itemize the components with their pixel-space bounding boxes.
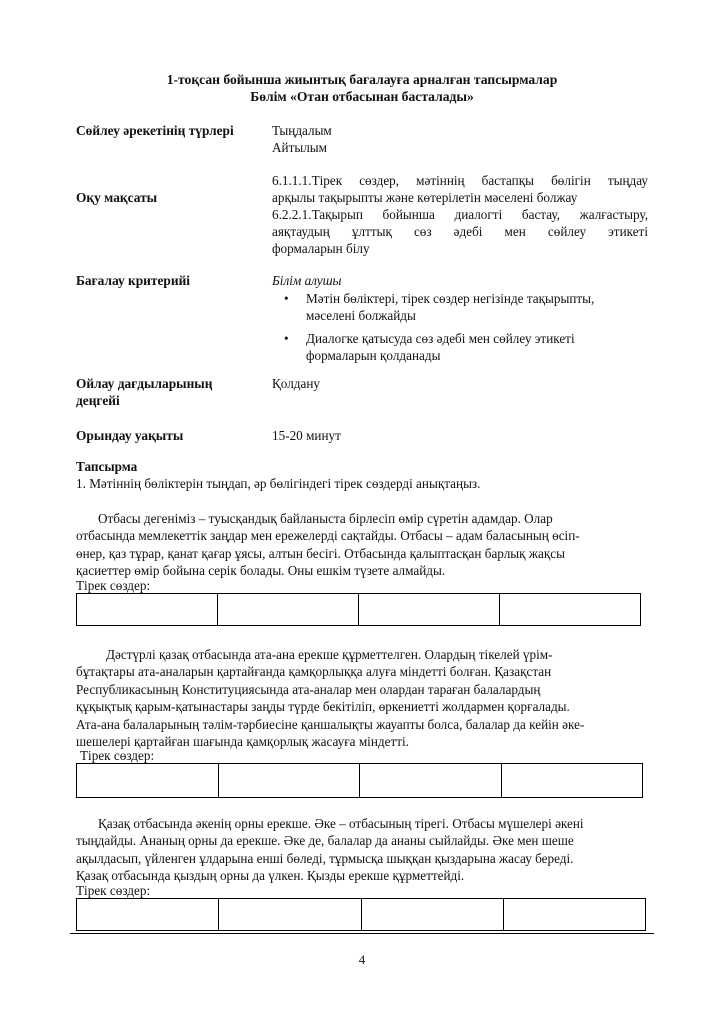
learning-goal-line-2: арқылы тақырыпты және көтерілетін мәселені болжау	[272, 190, 578, 205]
page-number: 4	[358, 952, 366, 967]
thinking-skills-label-2: деңгейі	[76, 393, 120, 408]
criteria-list	[272, 290, 632, 370]
keywords-label-1: Тірек сөздер:	[76, 578, 151, 593]
criteria-label: Бағалау критерийі	[76, 273, 191, 288]
title-line-1: 1-тоқсан бойынша жиынтық бағалауға арналған тапсырмалар	[166, 72, 558, 87]
criteria-intro: Білім алушы	[272, 273, 342, 288]
duration-label: Орындау уақыты	[76, 428, 184, 443]
keyword-cell[interactable]	[360, 764, 502, 798]
keyword-cell[interactable]	[77, 764, 219, 798]
learning-goal-line-5: формаларын білу	[272, 241, 370, 256]
keyword-cell[interactable]	[218, 764, 360, 798]
criteria-item: • Диалогке қатысуда сөз әдебі мен сөйлеу этикеті формаларын қолданады	[284, 331, 575, 363]
learning-goal-label: Оқу мақсаты	[76, 190, 158, 205]
task-instruction: 1. Мәтіннің бөліктерін тыңдап, әр бөлігіндегі тірек сөздерді анықтаңыз.	[76, 476, 481, 491]
learning-goal-line-3: 6.2.2.1.Тақырып бойынша диалогті бастау, жалғастыру,	[272, 207, 648, 222]
keyword-cell[interactable]	[77, 594, 218, 626]
keywords-table-1	[76, 593, 641, 626]
keyword-cell[interactable]	[218, 594, 359, 626]
keywords-label-3: Тірек сөздер:	[76, 883, 151, 898]
keyword-cell[interactable]	[503, 899, 645, 931]
speech-types-label: Сөйлеу әрекетінің түрлері	[76, 123, 234, 138]
learning-goal-line-1: 6.1.1.1.Тірек сөздер, мәтіннің бастапқы бөлігін тыңдау	[272, 173, 648, 188]
learning-goal-line-4: аяқтаудың ұлттық сөз әдебі мен сөйлеу этикеті	[272, 224, 648, 239]
title-line-2: Бөлім «Отан отбасынан басталады»	[250, 89, 474, 104]
passage-2: Дәстүрлі қазақ отбасында ата-ана ерекше құрметтелген. Олардың тікелей үрім- бұтақтары ата-аналарын қартайғанда қамқорлыққа алуға міндетті болған. Қазақстан Республикасының Конституциясында ата-аналар мен олардан тараған балалардың құқықтық қарым-қатынастары заңды түрде бекітіліп, өркениетті жолдармен қорғалады. Ата-ана балаларының тәлім-тәрбиесіне қаншалықты жауапты болса, балалар да кейін әке- шешелері қартайған шағында қамқорлық жасауға міндетті.	[76, 647, 585, 750]
keywords-table-3	[76, 898, 646, 931]
footer-divider	[70, 933, 654, 934]
keyword-cell[interactable]	[501, 764, 643, 798]
keyword-cell[interactable]	[500, 594, 641, 626]
duration-value: 15-20 минут	[272, 428, 341, 443]
passage-1: Отбасы дегеніміз – туысқандық байланыста бірлесіп өмір сүретін адамдар. Олар отбасында мемлекеттік заңдар мен ережелерді сақтайды. Отбасы – адам баласының өсіп- өнер, қаз тұрар, қанат қағар ұясы, алтын бесігі. Отбасында қалыптасқан барлық жақсы қасиеттер өмір бойына серік болады. Оны ешкім түзете алмайды.	[76, 511, 580, 579]
task-heading: Тапсырма	[76, 459, 138, 474]
criteria-item: • Мәтін бөліктері, тірек сөздер негізінде тақырыпты, мәселені болжайды	[284, 291, 595, 323]
bullet-icon: •	[284, 331, 289, 346]
keywords-label-2: Тірек сөздер:	[80, 748, 155, 763]
keyword-cell[interactable]	[219, 899, 361, 931]
keywords-table-2	[76, 763, 643, 798]
keyword-cell[interactable]	[361, 899, 503, 931]
speech-types-value-2: Айтылым	[272, 140, 327, 155]
speech-types-value-1: Тыңдалым	[272, 123, 332, 138]
thinking-skills-value: Қолдану	[272, 376, 321, 391]
thinking-skills-label-1: Ойлау дағдыларының	[76, 376, 213, 391]
keyword-cell[interactable]	[77, 899, 219, 931]
keyword-cell[interactable]	[359, 594, 500, 626]
passage-3: Қазақ отбасында әкенің орны ерекше. Әке – отбасының тірегі. Отбасы мүшелері әкені тыңдайды. Ананың орны да ерекше. Әке де, балалар да ананы сыйлайды. Әке мен шеше ақылдасып, үйленген ұлдарына енші бөледі, тұрмысқа шыққан қыздарына жасау береді. Қазақ отбасында қыздың орны да үлкен. Қызды ерекше құрметтейді.	[76, 816, 584, 884]
bullet-icon: •	[284, 291, 289, 306]
